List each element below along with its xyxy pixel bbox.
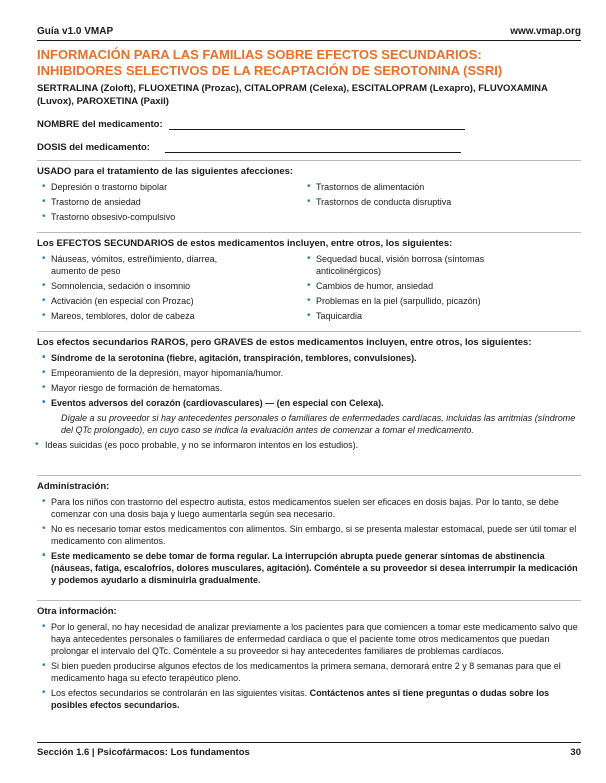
list-item: • Síndrome de la serotonina (fiebre, agitación, transpiración, temblores, convulsiones). <box>37 352 581 364</box>
list-item: • Trastornos de conducta disruptiva <box>302 196 581 208</box>
section-divider <box>37 600 581 601</box>
contact-note: Contáctenos antes si tiene preguntas o dudas sobre los posibles efectos secundarios. <box>51 688 550 710</box>
used-list-right <box>302 181 581 226</box>
rare-section <box>37 337 581 454</box>
list-item: • Si bien pueden producirse algunos efectos de los medicamentos la primera semana, demorará entre 2 y 8 semanas para que el medicamento haga su efecto terapéutico pleno. <box>37 660 581 684</box>
other-info-heading: Otra información: <box>37 606 117 617</box>
list-item: • Taquicardia <box>302 310 581 322</box>
rare-heading: Los efectos secundarios RAROS, pero GRAVES de estos medicamentos incluyen, entre otros, los siguientes: <box>37 337 532 348</box>
effects-heading: Los EFECTOS SECUNDARIOS de estos medicamentos incluyen, entre otros, los siguientes: <box>37 238 453 249</box>
other-info-section <box>37 606 581 714</box>
list-item: • Este medicamento se debe tomar de forma regular. La interrupción abrupta puede generar síntomas de abstinencia (náuseas, fatiga, escalofríos, dolores musculares, agitación). Coméntele a su proveedor si desea interrumpir la medicación y podemos ayudarlo a disminuirla gradualmente. <box>37 550 581 586</box>
effects-list-left <box>37 253 302 325</box>
administration-heading: Administración: <box>37 481 110 492</box>
list-item: • Eventos adversos del corazón (cardiovasculares) — (en especial con Celexa). <box>37 397 581 409</box>
section-divider <box>37 475 581 476</box>
list-item: • Náuseas, vómitos, estreñimiento, diarrea, aumento de peso <box>37 253 241 277</box>
list-item: • Depresión o trastorno bipolar <box>37 181 302 193</box>
list-item: • Por lo general, no hay necesidad de analizar previamente a los pacientes para que comiencen a tomar este medicamento salvo que haya antecedentes personales o familiares de enfermedad cardíaca o que el paciente tome otros medicamentos que puedan prolongar el intervalo del QTc. Coméntele a su proveedor si hay antecedentes familiares de problemas cardíacos. <box>37 621 581 657</box>
section-label: Sección 1.6 | Psicofármacos: Los fundamentos <box>37 747 250 758</box>
other-info-list <box>37 621 581 711</box>
list-item: • Sequedad bucal, visión borrosa (síntomas anticolinérgicos) <box>302 253 526 277</box>
administration-section <box>37 481 581 589</box>
list-item: • Para los niños con trastorno del espectro autista, estos medicamentos suelen ser eficaces en dosis bajas. Por lo tanto, se debe comenzar con una dosis baja y luego aumentarla según sea necesario. <box>37 496 581 520</box>
list-item: • Problemas en la piel (sarpullido, picazón) <box>302 295 581 307</box>
page-header <box>37 26 581 37</box>
effects-section <box>37 238 581 325</box>
section-divider <box>37 331 581 332</box>
administration-list <box>37 496 581 586</box>
list-item: • No es necesario tomar estos medicamentos con alimentos. Sin embargo, si se presenta malestar estomacal, puede ser útil tomar el medicamento con alimentos. <box>37 523 581 547</box>
section-divider <box>37 160 581 161</box>
list-item: • Activación (en especial con Prozac) <box>37 295 302 307</box>
page-footer <box>37 747 581 758</box>
list-item: • Trastornos de alimentación <box>302 181 581 193</box>
list-item: • Somnolencia, sedación o insomnio <box>37 280 302 292</box>
dose-field <box>37 142 461 153</box>
effects-list-right <box>302 253 581 325</box>
header-divider <box>37 40 581 41</box>
title-line-1: INFORMACIÓN PARA LAS FAMILIAS SOBRE EFECTOS SECUNDARIOS: <box>37 47 482 62</box>
dose-field-label: DOSIS del medicamento: <box>37 142 150 153</box>
name-input-line[interactable] <box>169 119 465 130</box>
used-list-left <box>37 181 302 226</box>
dose-input-line[interactable] <box>165 142 461 153</box>
list-item: • Cambios de humor, ansiedad <box>302 280 581 292</box>
footer-divider <box>37 742 581 743</box>
name-field-label: NOMBRE del medicamento: <box>37 119 163 130</box>
website-link[interactable]: www.vmap.org <box>510 26 581 37</box>
cardiac-note: Dígale a su proveedor si hay antecedentes personales o familiares de enfermedades cardíacas, incluidas las arritmias (síndrome del QTc prolongado), en cuyo caso se indica la evaluación antes de comenzar a tomar el medicamento. <box>61 413 576 435</box>
name-field <box>37 119 465 130</box>
list-item: • Mareos, temblores, dolor de cabeza <box>37 310 302 322</box>
list-item: • Mayor riesgo de formación de hematomas. <box>37 382 581 394</box>
document-page <box>37 0 581 783</box>
list-item <box>37 687 581 711</box>
drug-list: SERTRALINA (Zoloft), FLUOXETINA (Prozac), CITALOPRAM (Celexa), ESCITALOPRAM (Lexapro), FLUVOXAMINA (Luvox), PAROXETINA (Paxil) <box>37 83 548 107</box>
page-title <box>37 47 581 79</box>
section-divider <box>37 232 581 233</box>
guide-version: Guía v1.0 VMAP <box>37 26 114 37</box>
list-item: • Empeoramiento de la depresión, mayor hipomanía/humor. <box>37 367 581 379</box>
list-item: • Ideas suicidas (es poco probable, y no se informaron intentos en los estudios). <box>37 439 581 451</box>
used-heading: USADO para el tratamiento de las siguientes afecciones: <box>37 166 294 177</box>
used-section <box>37 166 581 226</box>
list-item: • Trastorno obsesivo-compulsivo <box>37 211 302 223</box>
list-item: • Trastorno de ansiedad <box>37 196 302 208</box>
rare-list <box>37 352 581 451</box>
item-text: Los efectos secundarios se controlarán en las siguientes visitas. <box>51 688 310 698</box>
page-number: 30 <box>570 747 581 758</box>
title-line-2: INHIBIDORES SELECTIVOS DE LA RECAPTACIÓN DE SEROTONINA (SSRI) <box>37 63 503 78</box>
